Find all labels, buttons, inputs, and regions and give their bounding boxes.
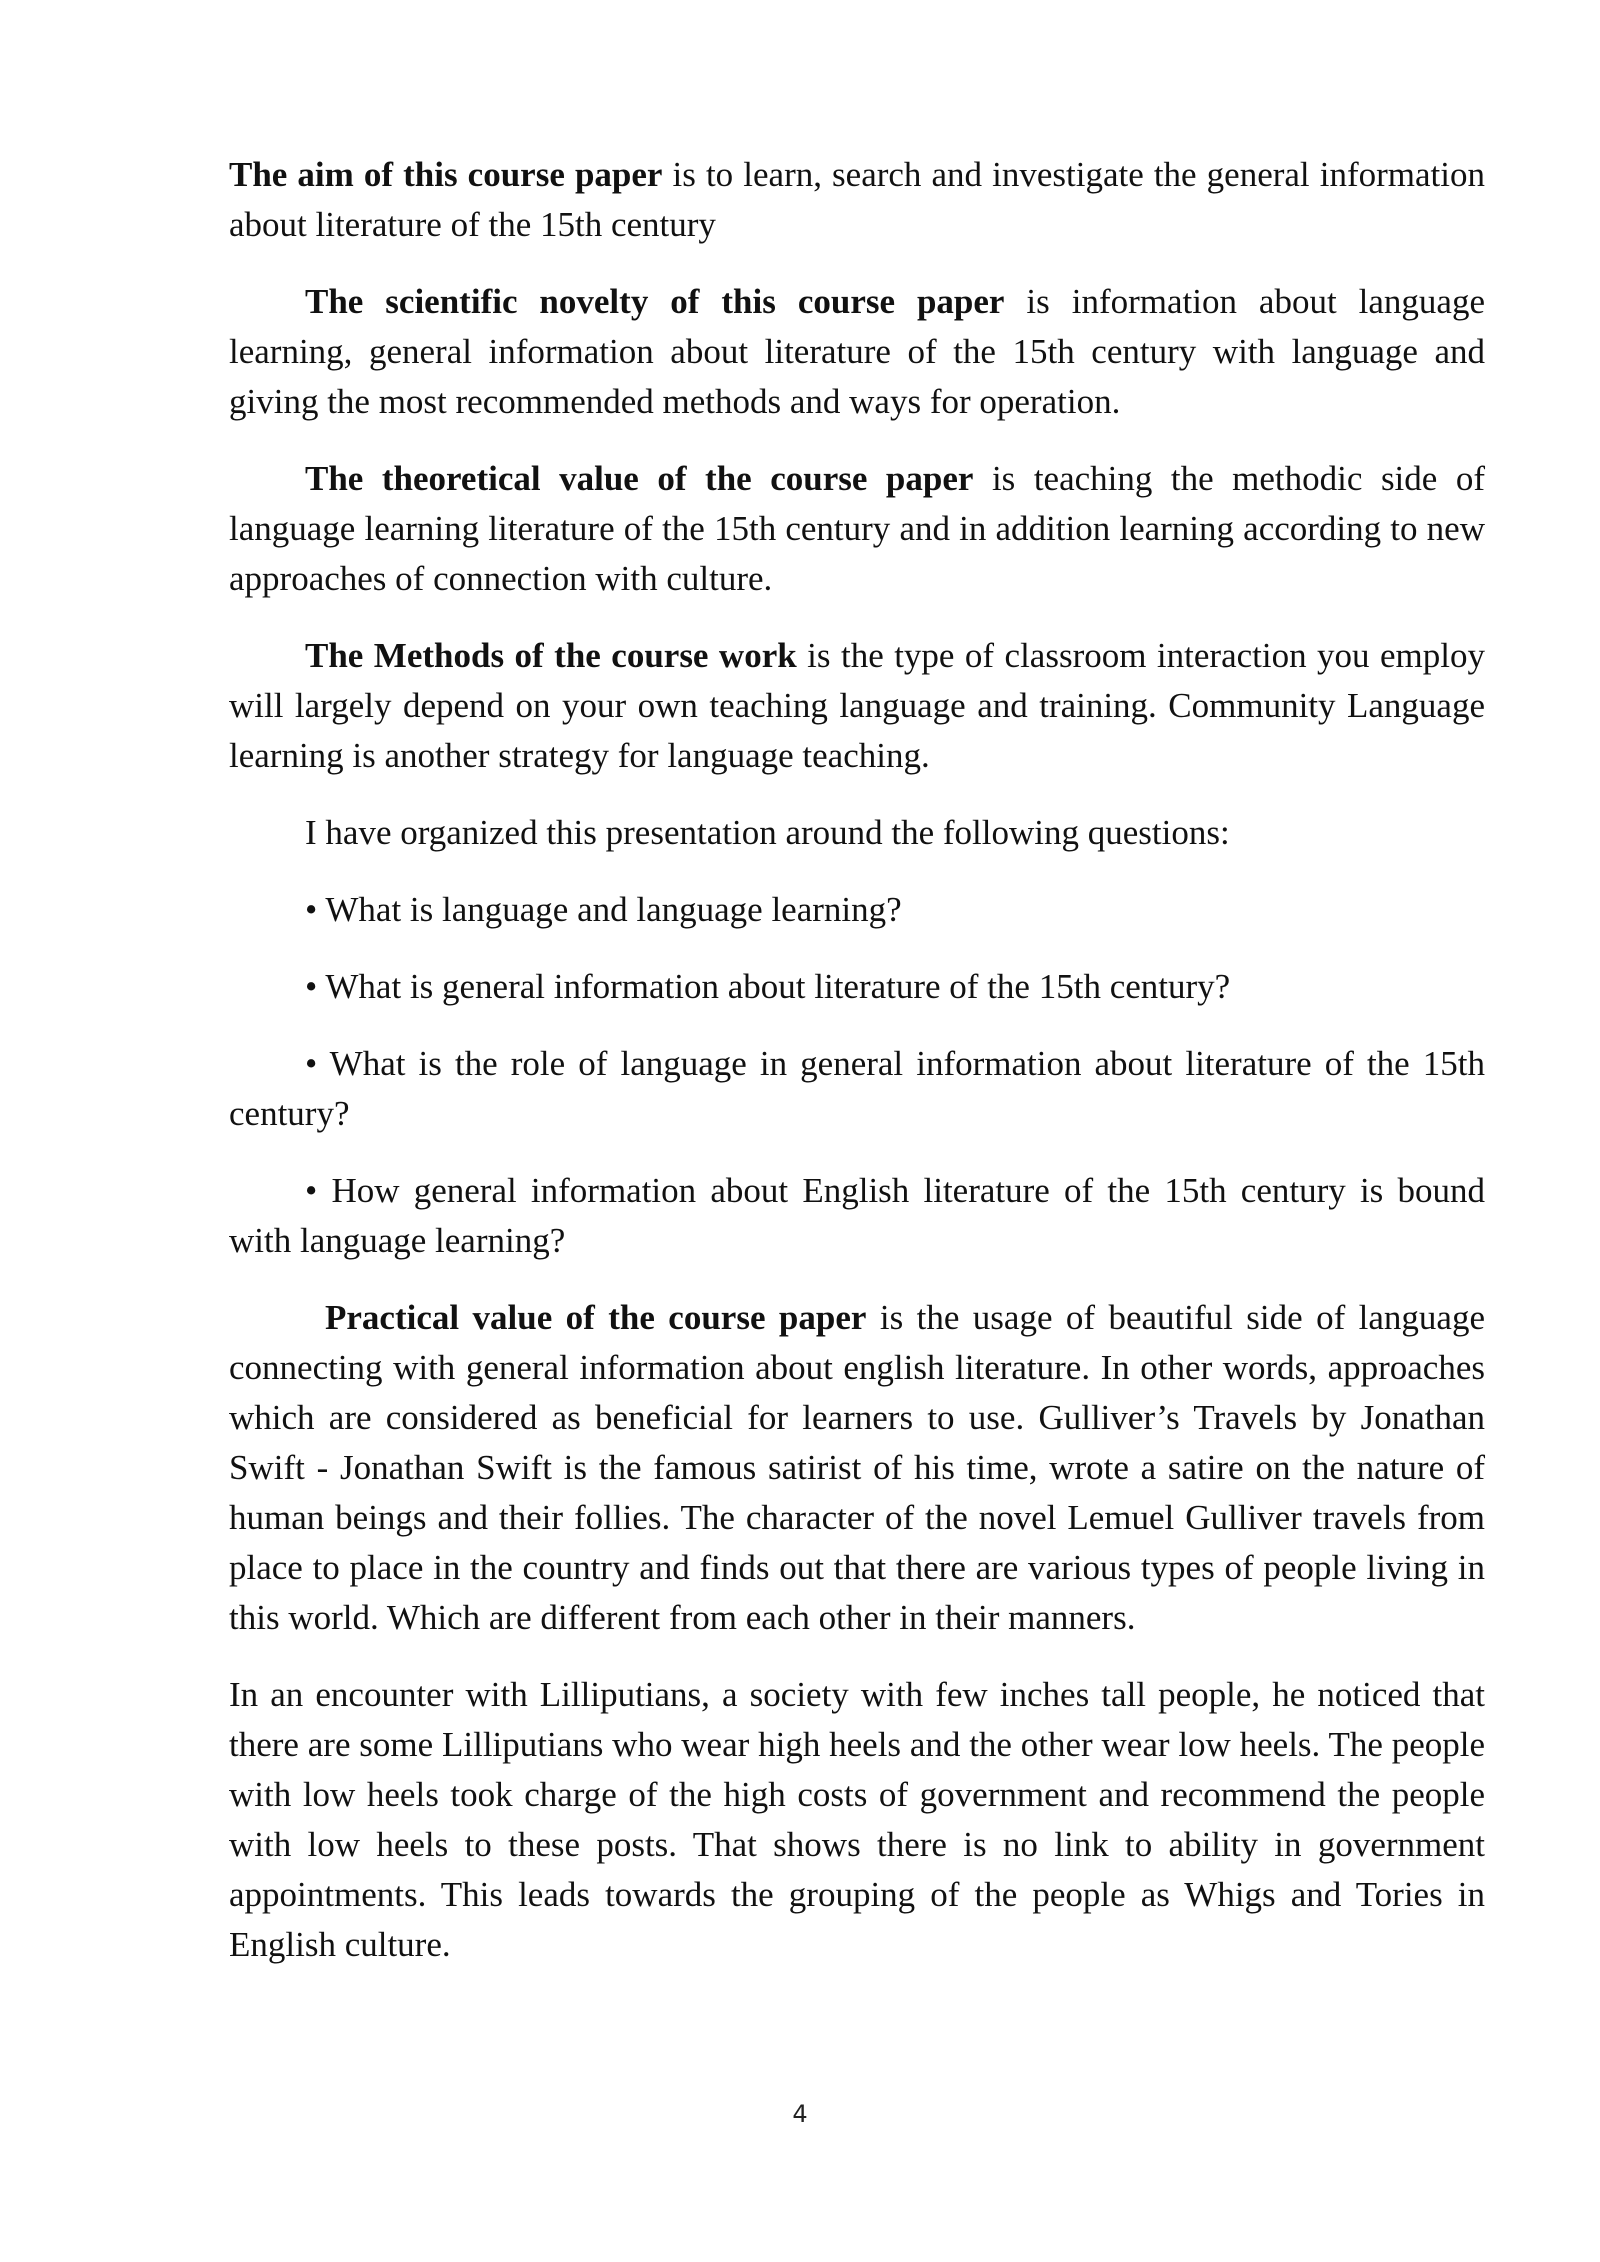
paragraph-aim [229, 150, 1485, 250]
aim-text: is to learn, search and investigate the general information about literature of the 15th century [229, 155, 1485, 244]
paragraph-lilliputians: In an encounter with Lilliputians, a society with few inches tall people, he noticed that there are some Lilliputians who wear high heels and the other wear low heels. The people with low heels took charge of the high costs of government and recommend the people with low heels to these posts. That shows there is no link to ability in government appointments. This leads towards the grouping of the people as Whigs and Tories in English culture. [229, 1675, 1485, 1964]
theoretical-text: is teaching the methodic side of language learning literature of the 15th century and in addition learning according to new approaches of connection with culture. [229, 459, 1485, 598]
paragraph-theoretical [229, 454, 1485, 604]
paragraph-organized: I have organized this presentation around the following questions: [305, 813, 1230, 852]
theoretical-heading: The theoretical value of the course paper [305, 459, 974, 498]
question-item-2: • What is general information about literature of the 15th century? [305, 967, 1231, 1006]
novelty-heading: The scientific novelty of this course paper [305, 282, 1005, 321]
methods-text: is the type of classroom interaction you employ will largely depend on your own teaching language and training. Community Language learning is another strategy for language teaching. [229, 636, 1485, 775]
question-item-4: • How general information about English literature of the 15th century is bound with language learning? [229, 1171, 1485, 1260]
aim-heading: The aim of this course paper [229, 155, 663, 194]
methods-heading: The Methods of the course work [305, 636, 797, 675]
practical-heading: Practical value of the course paper [325, 1298, 867, 1337]
paragraph-practical [229, 1293, 1485, 1643]
paragraph-novelty [229, 277, 1485, 427]
novelty-text: is information about language learning, general information about literature of the 15th century with language and giving the most recommended methods and ways for operation. [229, 282, 1485, 421]
paragraph-methods [229, 631, 1485, 781]
page-number: 4 [792, 2100, 808, 2128]
practical-text: is the usage of beautiful side of language connecting with general information about english literature. In other words, approaches which are considered as beneficial for learners to use. Gulliver’s Travels by Jonathan Swift - Jonathan Swift is the famous satirist of his time, wrote a satire on the nature of human beings and their follies. The character of the novel Lemuel Gulliver travels from place to place in the country and finds out that there are various types of people living in this world. Which are different from each other in their manners. [229, 1298, 1485, 1637]
question-item-1: • What is language and language learning? [305, 890, 902, 929]
question-item-3: • What is the role of language in general information about literature of the 15th century? [229, 1044, 1485, 1133]
document-page [229, 150, 1485, 1997]
